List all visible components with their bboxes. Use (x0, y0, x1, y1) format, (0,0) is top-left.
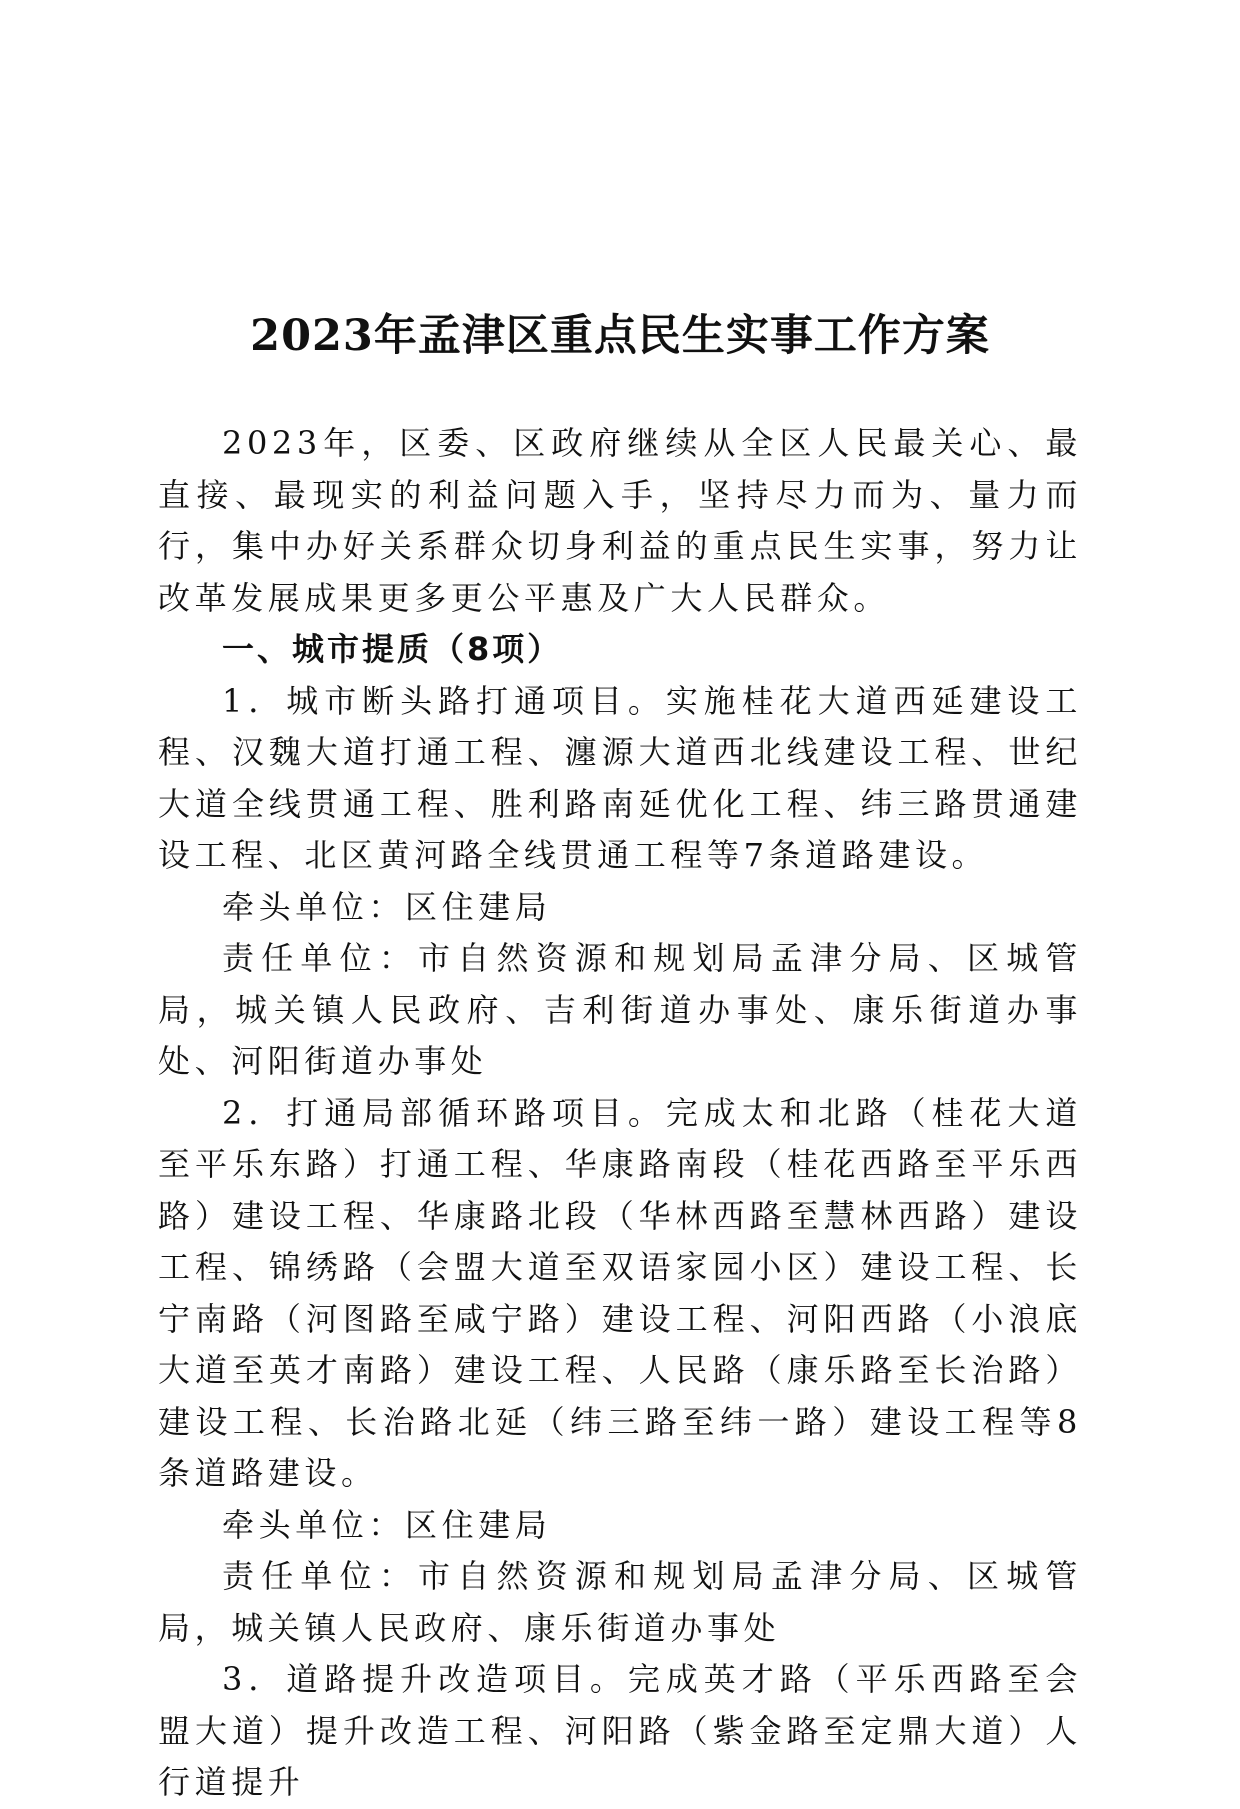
intro-paragraph: 2023年，区委、区政府继续从全区人民最关心、最直接、最现实的利益问题入手，坚持尽力而为、量力而行，集中办好关系群众切身利益的重点民生实事，努力让改革发展成果更多更公平惠及广大人民群众。 (158, 424, 1082, 617)
item-1-paragraph: 1．城市断头路打通项目。实施桂花大道西延建设工程、汉魏大道打通工程、瀍源大道西北线建设工程、世纪大道全线贯通工程、胜利路南延优化工程、纬三路贯通建设工程、北区黄河路全线贯通工程等7条道路建设。 (158, 681, 1082, 874)
item-1-responsible-units: 责任单位：市自然资源和规划局孟津分局、区城管局，城关镇人民政府、吉利街道办事处、康乐街道办事处、河阳街道办事处 (158, 939, 1082, 1080)
item-1-lead-unit: 牵头单位：区住建局 (222, 887, 552, 926)
document-body (158, 418, 1082, 1809)
item-2-paragraph: 2．打通局部循环路项目。完成太和北路（桂花大道至平乐东路）打通工程、华康路南段（桂花西路至平乐西路）建设工程、华康路北段（华林西路至慧林西路）建设工程、锦绣路（会盟大道至双语家园小区）建设工程、长宁南路（河图路至咸宁路）建设工程、河阳西路（小浪底大道至英才南路）建设工程、人民路（康乐路至长治路）建设工程、长治路北延（纬三路至纬一路）建设工程等8条道路建设。 (158, 1093, 1082, 1492)
item-2-lead-unit: 牵头单位：区住建局 (222, 1505, 552, 1544)
section-heading: 一、城市提质（8项） (222, 630, 563, 668)
item-3-paragraph: 3．道路提升改造项目。完成英才路（平乐西路至会盟大道）提升改造工程、河阳路（紫金路至定鼎大道）人行道提升 (158, 1660, 1082, 1801)
document-title: 2023年孟津区重点民生实事工作方案 (250, 311, 990, 361)
item-2-responsible-units: 责任单位：市自然资源和规划局孟津分局、区城管局，城关镇人民政府、康乐街道办事处 (158, 1557, 1082, 1647)
